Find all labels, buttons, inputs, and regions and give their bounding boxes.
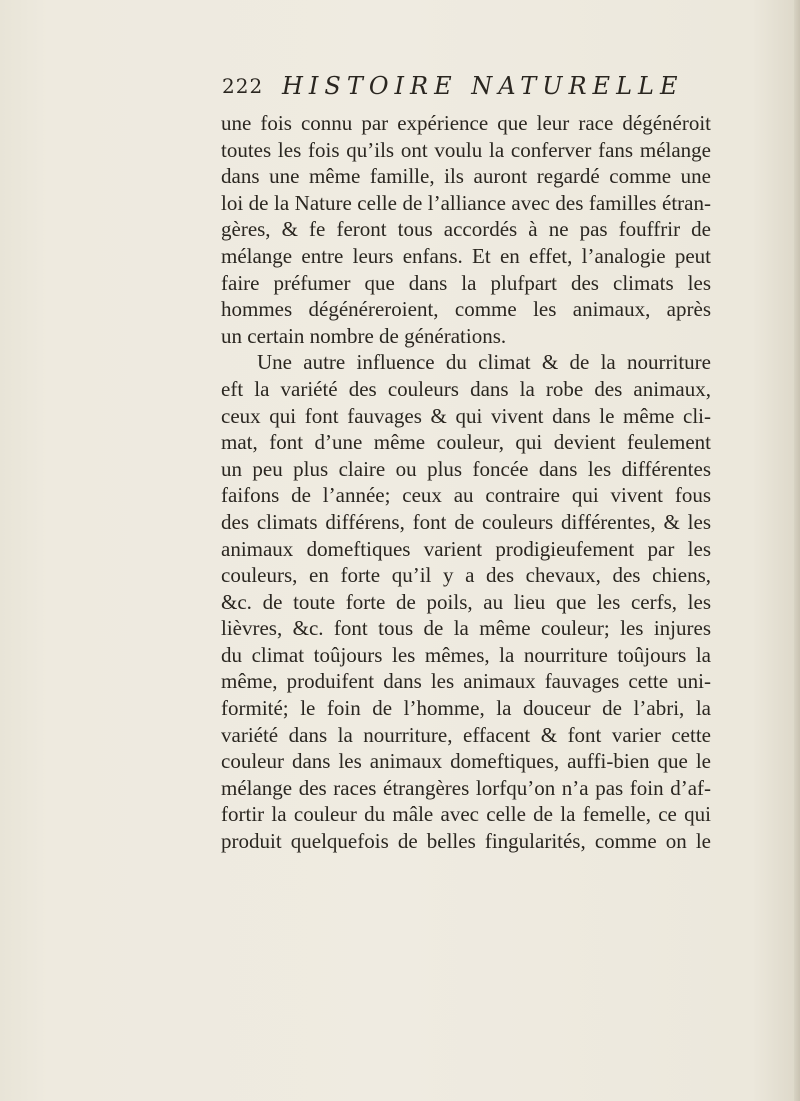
text-line: formité; le foin de l’homme, la douceur de l’abri, la: [221, 696, 711, 721]
paragraph-1: [221, 110, 711, 349]
text-line: lièvres, &c. font tous de la même couleur; les injures: [221, 616, 711, 641]
page-edge-shadow: [794, 0, 800, 1101]
text-line: gères, & fe feront tous accordés à ne pas fouffrir de: [221, 217, 711, 242]
text-line: couleurs, en forte qu’il y a des chevaux, des chiens,: [221, 563, 711, 588]
paragraph-2: [221, 349, 711, 854]
text-line: faire préfumer que dans la plufpart des climats les: [221, 270, 711, 295]
text-line: des climats différens, font de couleurs différentes, & les: [221, 509, 711, 534]
page-number: 222: [222, 74, 264, 98]
text-line: un peu plus claire ou plus foncée dans les différentes: [221, 456, 711, 481]
text-line: hommes dégénéreroient, comme les animaux, après: [221, 297, 711, 322]
text-line: loi de la Nature celle de l’alliance avec des familles étran-: [221, 190, 711, 215]
page-header: [222, 72, 684, 104]
text-line: une fois connu par expérience que leur race dégénéroit: [221, 111, 711, 135]
running-head: HISTOIRE NATURELLE: [282, 72, 684, 100]
text-line: du climat toûjours les mêmes, la nourriture toûjours la: [221, 642, 711, 667]
text-line: faifons de l’année; ceux au contraire qui vivent fous: [221, 483, 711, 508]
text-line: variété dans la nourriture, effacent & font varier cette: [221, 722, 711, 747]
text-line: animaux domeftiques varient prodigieufement par les: [221, 536, 711, 561]
text-line: fortir la couleur du mâle avec celle de la femelle, ce qui: [221, 802, 711, 827]
text-line: mélange des races étrangères lorfqu’on n’a pas foin d’af-: [221, 775, 711, 800]
text-line: &c. de toute forte de poils, au lieu que les cerfs, les: [221, 589, 711, 614]
text-line: eft la variété des couleurs dans la robe des animaux,: [221, 376, 711, 401]
text-line: produit quelquefois de belles fingularités, comme on le: [221, 829, 711, 854]
text-line: toutes les fois qu’ils ont voulu la conferver fans mélange: [221, 137, 711, 162]
text-line: même, produifent dans les animaux fauvages cette uni-: [221, 669, 711, 694]
body-text: [221, 110, 711, 855]
text-line: ceux qui font fauvages & qui vivent dans le même cli-: [221, 403, 711, 428]
text-line: mélange entre leurs enfans. Et en effet, l’analogie peut: [221, 243, 711, 268]
text-line: un certain nombre de générations.: [221, 323, 507, 348]
text-line: mat, font d’une même couleur, qui devient feulement: [221, 430, 711, 455]
text-line: couleur dans les animaux domeftiques, auffi-bien que le: [221, 749, 711, 774]
text-line: Une autre influence du climat & de la nourriture: [257, 350, 711, 375]
text-line: dans une même famille, ils auront regardé comme une: [221, 164, 711, 189]
